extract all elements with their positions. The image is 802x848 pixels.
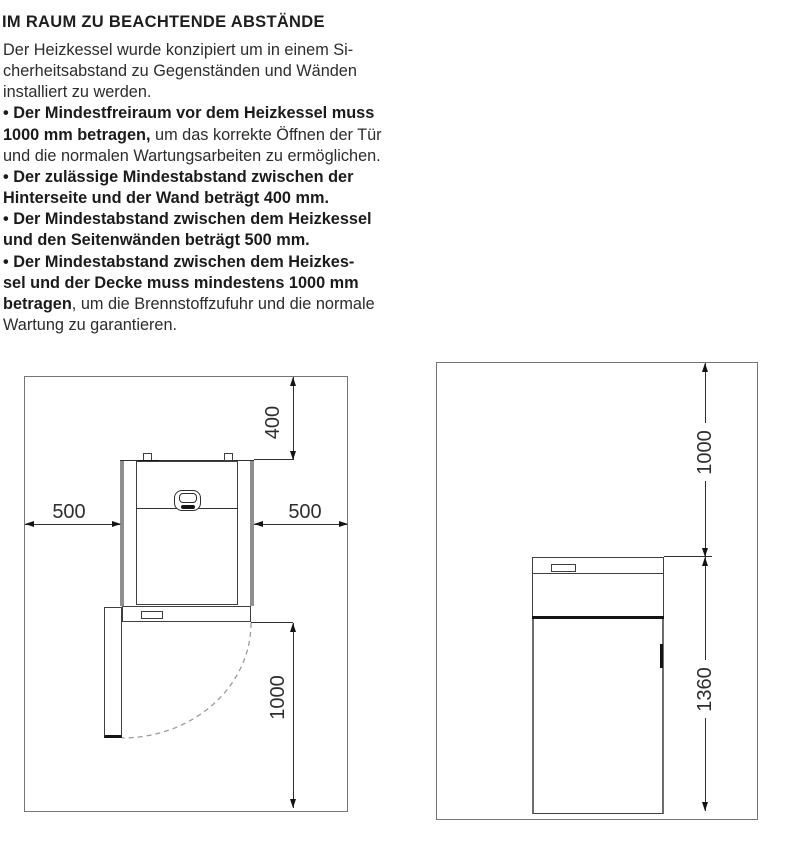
intro-text	[3, 40, 423, 336]
flue-outlet-inner	[179, 493, 197, 503]
boiler-display	[551, 564, 576, 572]
top-view-diagram	[24, 376, 348, 812]
extension-line	[251, 622, 293, 623]
text-bold: Hinterseite und der Wand beträgt 400 mm.	[3, 189, 329, 208]
text-regular: cherheitsabstand zu Gegenständen und Wänden	[3, 62, 357, 81]
dimension-arrow-icon	[702, 802, 708, 811]
text-bold: • Der zulässige Mindestabstand zwischen der	[3, 167, 354, 186]
dimension-arrow-icon	[254, 521, 263, 527]
text-line	[3, 103, 423, 124]
dimension-arrow-icon	[702, 557, 708, 566]
text-line	[3, 230, 423, 251]
front-clearance-label: 1000	[266, 674, 289, 720]
rear-clearance-label: 400	[262, 405, 285, 439]
text-bold: 1000 mm betragen,	[3, 125, 151, 144]
text-bold: • Der Mindestfreiraum vor dem Heizkessel muss	[3, 104, 375, 123]
boiler-door	[532, 619, 664, 814]
right-clearance-label: 500	[288, 501, 322, 523]
ceiling-clearance-label: 1000	[691, 423, 719, 481]
dimension-arrow-icon	[702, 363, 708, 372]
dimension-arrow-icon	[290, 377, 296, 386]
dimension-arrow-icon	[112, 521, 121, 527]
dimension-arrow-icon	[25, 521, 34, 527]
text-line	[3, 40, 423, 61]
left-dimension-line	[25, 524, 120, 525]
boiler-side-panel-right	[250, 460, 254, 606]
text-line	[3, 315, 423, 336]
boiler-side-panel-left	[120, 460, 124, 606]
right-dimension-line	[254, 524, 347, 525]
boiler-body-outline	[136, 461, 238, 605]
text-bold: sel und der Decke muss mindestens 1000 mm	[3, 273, 359, 292]
dimension-arrow-icon	[339, 521, 348, 527]
door-handle	[660, 644, 663, 668]
text-line	[3, 252, 423, 273]
text-regular: um das korrekte Öffnen der Tür	[150, 125, 382, 144]
text-regular: Der Heizkessel wurde konzipiert um in einem Si-	[3, 41, 354, 59]
page-title: IM RAUM ZU BEACHTENDE ABSTÄNDE	[2, 13, 325, 32]
text-bold: • Der Mindestabstand zwischen dem Heizkes-	[3, 252, 355, 271]
text-bold: betragen	[3, 294, 72, 313]
text-line	[3, 294, 423, 315]
text-line	[3, 82, 423, 103]
text-line	[3, 188, 423, 209]
text-regular: Wartung zu garantieren.	[3, 316, 178, 335]
text-regular: , um die Brennstoffzufuhr und die normale	[71, 294, 375, 313]
text-bold: und den Seitenwänden beträgt 500 mm.	[3, 231, 310, 250]
text-line	[3, 209, 423, 230]
text-regular: und die normalen Wartungsarbeiten zu ermöglichen.	[3, 146, 381, 165]
rear-dimension-line	[293, 377, 294, 460]
dimension-arrow-icon	[702, 548, 708, 557]
text-line	[3, 146, 423, 167]
left-clearance-label: 500	[52, 501, 86, 523]
side-view-diagram	[436, 362, 758, 820]
boiler-upper-body	[532, 573, 664, 617]
text-regular: installiert zu werden.	[3, 83, 152, 102]
text-line	[3, 167, 423, 188]
dimension-arrow-icon	[290, 799, 296, 808]
dimension-arrow-icon	[290, 623, 296, 632]
front-dimension-line	[293, 623, 294, 808]
text-line	[3, 273, 423, 294]
rear-connector-right	[224, 453, 233, 461]
boiler-height-label: 1360	[691, 660, 719, 718]
text-line	[3, 61, 423, 82]
extension-line	[254, 459, 293, 460]
text-line	[3, 125, 423, 146]
flue-outlet-base	[181, 505, 195, 509]
text-bold: • Der Mindestabstand zwischen dem Heizkessel	[3, 210, 372, 229]
